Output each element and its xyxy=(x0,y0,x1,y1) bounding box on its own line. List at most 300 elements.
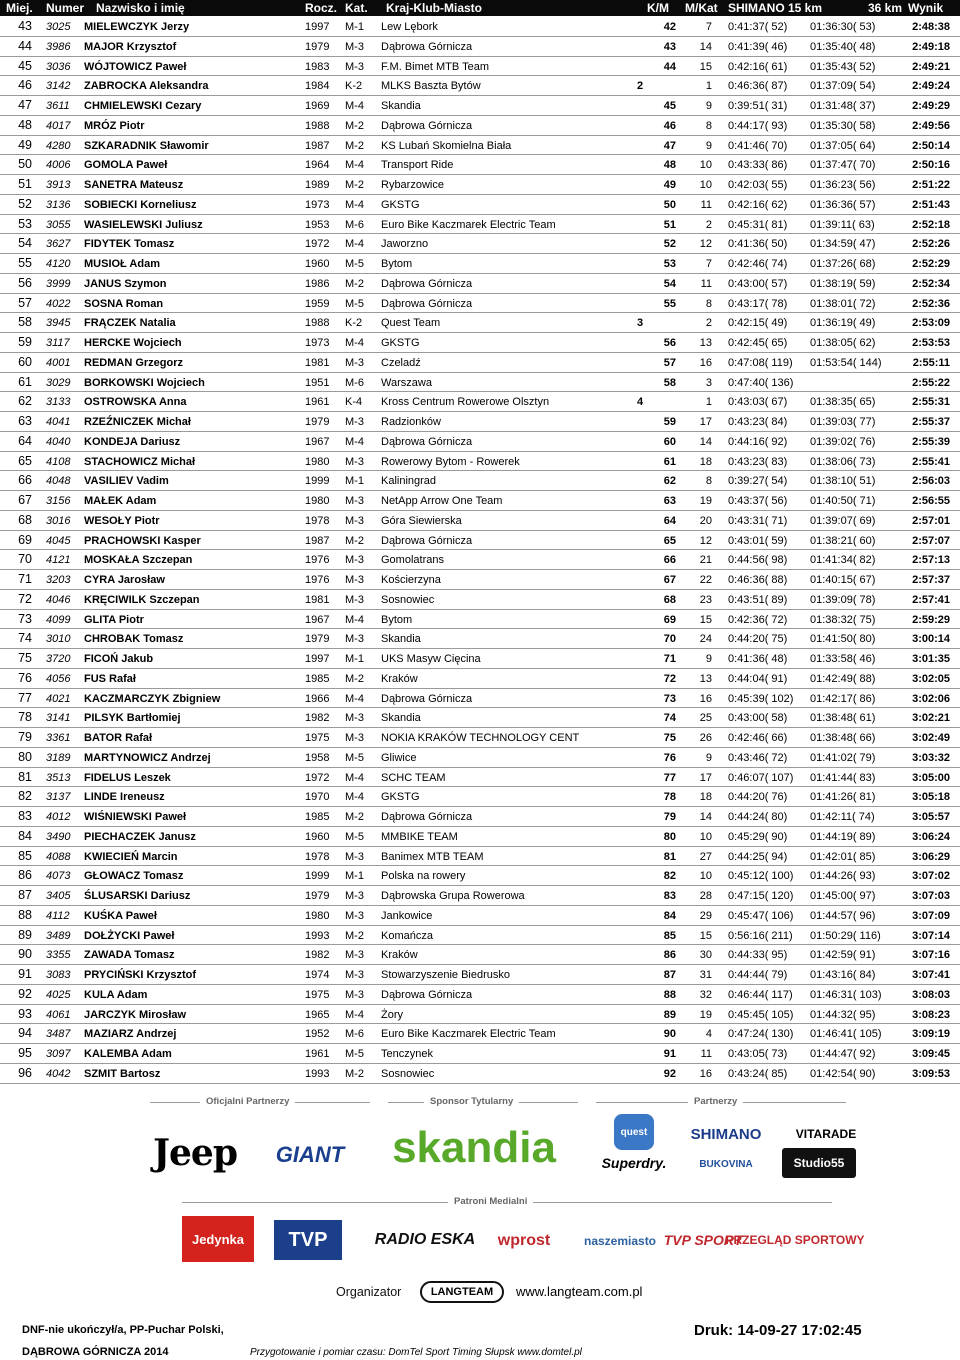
row-split-36km: 01:42:01( 85) xyxy=(810,850,876,863)
row-club: Lew Lębork xyxy=(381,21,438,33)
row-mf-place: 90 xyxy=(663,1028,676,1041)
row-split-36km: 01:42:17( 86) xyxy=(810,692,876,705)
row-year: 1958 xyxy=(305,751,330,764)
results-table-header xyxy=(0,0,960,16)
row-result: 3:01:35 xyxy=(912,653,950,665)
row-name: DOŁŻYCKI Paweł xyxy=(84,929,175,942)
row-year: 1965 xyxy=(305,1008,330,1021)
table-row xyxy=(0,1064,960,1084)
row-category: M-3 xyxy=(345,514,364,527)
row-split-36km: 01:38:48( 66) xyxy=(810,732,876,744)
row-year: 1961 xyxy=(305,396,330,409)
row-name: MRÓZ Piotr xyxy=(84,119,145,132)
row-place: 71 xyxy=(18,572,32,586)
row-club: Banimex MTB TEAM xyxy=(381,850,484,863)
media-patrons-label: Patroni Medialni xyxy=(448,1196,533,1207)
row-category: M-2 xyxy=(345,929,364,942)
row-split-15km: 0:45:29( 90) xyxy=(728,830,788,843)
row-year: 1961 xyxy=(305,1048,330,1060)
row-name: PIECHACZEK Janusz xyxy=(84,830,196,843)
row-club: Dąbrowa Górnicza xyxy=(381,277,473,290)
row-split-15km: 0:43:37( 56) xyxy=(728,495,788,507)
row-split-15km: 0:43:01( 59) xyxy=(728,534,788,547)
row-result: 3:08:23 xyxy=(912,1008,950,1021)
shimano-logo: SHIMANO xyxy=(690,1125,762,1143)
row-number: 3141 xyxy=(46,712,71,725)
row-place: 94 xyxy=(18,1026,32,1041)
table-row xyxy=(0,748,960,768)
row-year: 1960 xyxy=(305,830,330,843)
row-year: 1989 xyxy=(305,179,330,191)
row-category-place: 27 xyxy=(699,850,712,863)
row-year: 1997 xyxy=(305,653,330,665)
row-number: 4120 xyxy=(46,258,71,270)
row-number: 3945 xyxy=(46,317,71,330)
row-number: 4006 xyxy=(46,159,71,172)
row-club: Żory xyxy=(381,1008,403,1021)
row-name: KONDEJA Dariusz xyxy=(84,435,181,448)
row-club: Skandia xyxy=(381,712,421,725)
row-result: 2:57:13 xyxy=(912,554,950,567)
row-split-15km: 0:47:40( 136) xyxy=(728,376,794,389)
row-split-15km: 0:42:46( 74) xyxy=(728,258,788,270)
row-number: 3999 xyxy=(46,277,71,290)
row-club: Dąbrowska Grupa Rowerowa xyxy=(381,890,525,902)
row-mf-place: 45 xyxy=(663,100,676,112)
jeep-logo: Jeep xyxy=(152,1132,237,1174)
row-result: 2:55:37 xyxy=(912,416,950,428)
row-year: 1985 xyxy=(305,811,330,823)
row-split-36km: 01:37:05( 64) xyxy=(810,139,876,152)
row-year: 1975 xyxy=(305,988,330,1001)
results-table-body xyxy=(0,17,960,1084)
row-mf-place: 68 xyxy=(663,593,676,606)
row-category: M-3 xyxy=(345,909,364,922)
row-split-15km: 0:42:36( 72) xyxy=(728,613,788,626)
superdry-logo: Superdry. xyxy=(601,1155,667,1171)
row-category-place: 26 xyxy=(699,732,712,744)
row-number: 3156 xyxy=(46,495,71,507)
row-number: 3142 xyxy=(46,80,71,93)
row-category: M-2 xyxy=(345,179,364,191)
row-place: 83 xyxy=(18,809,32,823)
row-club: Kościerzyna xyxy=(381,574,441,586)
row-year: 1986 xyxy=(305,277,330,290)
row-split-15km: 0:43:03( 67) xyxy=(728,396,788,409)
row-category: K-4 xyxy=(345,396,363,409)
row-split-15km: 0:47:15( 120) xyxy=(728,890,794,902)
row-mf-place: 89 xyxy=(663,1008,676,1021)
row-club: NetApp Arrow One Team xyxy=(381,495,503,507)
row-result: 2:55:39 xyxy=(912,435,950,448)
row-category-place: 9 xyxy=(705,100,712,112)
row-place: 90 xyxy=(18,947,32,962)
row-number: 3611 xyxy=(46,100,70,112)
row-name: SZMIT Bartosz xyxy=(84,1067,161,1080)
row-split-36km: 01:34:59( 47) xyxy=(810,238,876,251)
row-category: M-3 xyxy=(345,574,364,586)
row-club: GKSTG xyxy=(381,198,420,211)
row-number: 3405 xyxy=(46,890,71,902)
row-year: 1976 xyxy=(305,574,330,586)
row-name: REDMAN Grzegorz xyxy=(84,356,184,369)
row-category: M-3 xyxy=(345,60,364,73)
row-result: 2:59:29 xyxy=(912,613,950,626)
row-number: 3189 xyxy=(46,751,71,764)
table-row xyxy=(0,333,960,353)
row-place: 85 xyxy=(18,848,32,863)
table-row xyxy=(0,274,960,294)
row-category-place: 31 xyxy=(699,969,712,981)
row-split-15km: 0:39:51( 31) xyxy=(728,100,788,112)
row-result: 3:07:16 xyxy=(912,949,950,962)
row-club: Quest Team xyxy=(381,317,441,330)
row-number: 3010 xyxy=(46,633,71,646)
row-split-36km: 01:39:09( 78) xyxy=(810,593,876,606)
row-name: KUŚKA Paweł xyxy=(84,909,157,922)
row-mf-place: 83 xyxy=(663,890,676,902)
row-split-36km: 01:33:58( 46) xyxy=(810,653,876,665)
header-split2: 36 km xyxy=(868,1,903,15)
row-year: 1972 xyxy=(305,771,330,784)
row-place: 49 xyxy=(18,137,32,152)
row-category: M-3 xyxy=(345,949,364,962)
row-mf-place: 73 xyxy=(663,692,676,705)
row-year: 1980 xyxy=(305,909,330,922)
row-result: 3:02:06 xyxy=(912,692,950,705)
row-place: 76 xyxy=(18,670,32,685)
row-split-36km: 01:37:26( 68) xyxy=(810,258,876,270)
row-year: 1972 xyxy=(305,238,330,251)
row-split-36km: 01:31:48( 37) xyxy=(810,100,876,112)
row-club: Dąbrowa Górnicza xyxy=(381,988,473,1001)
row-split-36km: 01:35:30( 58) xyxy=(810,119,876,132)
table-row xyxy=(0,37,960,57)
row-split-15km: 0:43:17( 78) xyxy=(728,297,788,310)
header-number: Numer xyxy=(46,1,85,15)
row-split-36km: 01:42:11( 74) xyxy=(810,811,875,823)
row-result: 3:03:32 xyxy=(912,751,950,764)
row-number: 3029 xyxy=(46,376,71,389)
row-category-place: 16 xyxy=(699,1067,712,1080)
row-category-place: 25 xyxy=(699,712,712,725)
table-row xyxy=(0,353,960,373)
event-place: DĄBROWA GÓRNICZA 2014 xyxy=(22,1346,169,1358)
print-timestamp: Druk: 14-09-27 17:02:45 xyxy=(694,1322,862,1339)
row-name: GOMOLA Paweł xyxy=(84,159,168,172)
row-mf-place: 82 xyxy=(663,870,676,883)
row-result: 2:55:31 xyxy=(912,396,950,409)
row-split-36km: 01:42:59( 91) xyxy=(810,949,876,962)
row-split-15km: 0:45:12( 100) xyxy=(728,870,794,883)
row-club: Euro Bike Kaczmarek Electric Team xyxy=(381,1028,556,1041)
row-split-36km: 01:44:57( 96) xyxy=(810,909,876,922)
row-place: 75 xyxy=(18,651,32,665)
row-club: Radzionków xyxy=(381,416,441,428)
row-category-place: 18 xyxy=(699,791,712,804)
row-year: 1979 xyxy=(305,40,330,53)
dnf-note: DNF-nie ukończył/a, PP-Puchar Polski, xyxy=(22,1324,224,1336)
row-number: 4280 xyxy=(46,139,71,152)
row-result: 2:51:43 xyxy=(912,198,950,211)
row-split-36km: 01:40:15( 67) xyxy=(810,574,876,586)
row-result: 2:57:37 xyxy=(912,574,950,586)
row-result: 3:09:19 xyxy=(912,1028,950,1041)
row-category: M-2 xyxy=(345,534,364,547)
row-result: 2:57:41 xyxy=(912,593,950,606)
table-row xyxy=(0,511,960,531)
row-category: M-1 xyxy=(345,21,364,33)
row-number: 3133 xyxy=(46,396,71,409)
row-number: 3913 xyxy=(46,179,71,191)
row-category-place: 28 xyxy=(699,890,712,902)
row-category-place: 1 xyxy=(705,396,712,409)
row-category: M-3 xyxy=(345,890,364,902)
row-year: 1978 xyxy=(305,514,330,527)
row-split-36km: 01:41:50( 80) xyxy=(810,633,876,646)
row-category-place: 22 xyxy=(699,574,712,586)
row-category-place: 11 xyxy=(700,277,712,290)
row-result: 2:52:29 xyxy=(912,258,950,270)
row-result: 2:52:34 xyxy=(912,277,950,290)
row-club: Warszawa xyxy=(381,376,432,389)
row-category-place: 8 xyxy=(705,119,712,132)
row-result: 3:07:09 xyxy=(912,909,950,922)
row-place: 64 xyxy=(18,433,32,448)
row-number: 4001 xyxy=(46,356,71,369)
row-result: 2:55:22 xyxy=(912,376,950,389)
row-club: Bytom xyxy=(381,258,413,270)
row-name: HERCKE Wojciech xyxy=(84,337,182,349)
row-split-15km: 0:46:07( 107) xyxy=(728,771,794,784)
row-year: 1979 xyxy=(305,633,330,646)
row-club: SCHC TEAM xyxy=(381,771,446,784)
row-year: 1982 xyxy=(305,949,330,962)
row-year: 1951 xyxy=(305,376,330,389)
row-place: 45 xyxy=(18,58,32,73)
row-name: CYRA Jarosław xyxy=(84,574,165,586)
row-name: ŚLUSARSKI Dariusz xyxy=(84,890,191,902)
row-category-place: 32 xyxy=(699,988,712,1001)
row-number: 4112 xyxy=(46,909,70,922)
row-category: M-3 xyxy=(345,40,364,53)
row-year: 1982 xyxy=(305,712,330,725)
row-mf-place: 46 xyxy=(663,119,676,132)
row-year: 1980 xyxy=(305,495,330,507)
row-split-15km: 0:44:24( 80) xyxy=(728,811,788,823)
row-split-36km: 01:38:05( 62) xyxy=(810,337,876,349)
row-result: 2:49:56 xyxy=(912,119,950,132)
row-split-36km: 01:38:19( 59) xyxy=(810,277,876,290)
row-place: 89 xyxy=(18,927,32,942)
row-name: MAJOR Krzysztof xyxy=(84,40,177,53)
row-result: 2:56:03 xyxy=(912,475,950,488)
row-number: 3487 xyxy=(46,1028,71,1041)
row-mf-place: 75 xyxy=(663,732,676,744)
row-category: M-2 xyxy=(345,811,364,823)
row-split-15km: 0:42:45( 65) xyxy=(728,337,788,349)
table-row xyxy=(0,906,960,926)
table-row xyxy=(0,945,960,965)
row-place: 88 xyxy=(18,907,32,922)
row-place: 81 xyxy=(18,769,32,784)
row-category: M-1 xyxy=(345,475,364,488)
quest-logo: quest xyxy=(614,1114,654,1150)
row-split-15km: 0:44:17( 93) xyxy=(728,119,788,132)
row-category-place: 17 xyxy=(699,771,712,784)
langteam-logo: LANGTEAM xyxy=(420,1281,504,1303)
row-category: M-5 xyxy=(345,751,364,764)
header-kat-mf: K/M xyxy=(647,1,669,15)
row-category-place: 15 xyxy=(699,929,712,942)
row-category: M-4 xyxy=(345,771,364,784)
row-club: Gliwice xyxy=(381,751,417,764)
row-split-15km: 0:45:45( 105) xyxy=(728,1008,794,1021)
row-split-15km: 0:43:46( 72) xyxy=(728,751,788,764)
row-name: WIŚNIEWSKI Paweł xyxy=(84,811,187,823)
row-split-15km: 0:41:37( 52) xyxy=(728,21,788,33)
row-name: GŁOWACZ Tomasz xyxy=(84,870,184,883)
row-year: 1988 xyxy=(305,119,330,132)
row-name: OSTROWSKA Anna xyxy=(84,396,187,409)
row-category: M-1 xyxy=(345,870,364,883)
row-club: Dąbrowa Górnicza xyxy=(381,692,473,705)
row-name: LINDE Ireneusz xyxy=(84,791,165,804)
row-number: 4041 xyxy=(46,416,71,428)
table-row xyxy=(0,1005,960,1025)
row-year: 1967 xyxy=(305,435,330,448)
row-category: M-6 xyxy=(345,376,364,389)
row-category-place: 17 xyxy=(699,416,712,428)
row-mf-place: 92 xyxy=(663,1067,676,1080)
row-place: 95 xyxy=(18,1046,32,1060)
table-row xyxy=(0,195,960,215)
row-mf-place: 88 xyxy=(663,988,676,1001)
row-place: 67 xyxy=(18,493,32,507)
title-sponsor-label: Sponsor Tytularny xyxy=(424,1096,519,1107)
row-split-15km: 0:43:24( 85) xyxy=(728,1067,788,1080)
row-number: 3137 xyxy=(46,791,71,804)
row-club: MMBIKE TEAM xyxy=(381,830,458,843)
row-mf-place: 58 xyxy=(663,376,676,389)
row-name: MAZIARZ Andrzej xyxy=(84,1028,177,1041)
row-split-36km: 01:38:06( 73) xyxy=(810,455,876,468)
row-category-place: 15 xyxy=(699,60,712,73)
row-year: 1983 xyxy=(305,60,330,73)
row-name: FIDELUS Leszek xyxy=(84,771,171,784)
table-row xyxy=(0,373,960,393)
row-year: 1984 xyxy=(305,80,330,93)
header-category: Kat. xyxy=(345,1,368,15)
row-category-place: 9 xyxy=(705,139,712,152)
row-mf-place: 44 xyxy=(663,60,676,73)
row-name: GLITA Piotr xyxy=(84,613,144,626)
row-year: 1964 xyxy=(305,159,330,172)
row-split-36km: 01:44:26( 93) xyxy=(810,870,876,883)
row-category: M-3 xyxy=(345,554,364,567)
row-category: M-6 xyxy=(345,218,364,231)
row-place: 51 xyxy=(18,177,32,191)
row-number: 4099 xyxy=(46,613,71,626)
organizer-label: Organizator xyxy=(336,1285,402,1299)
timing-credit: Przygotowanie i pomiar czasu: DomTel Sport Timing Słupsk www.domtel.pl xyxy=(250,1347,582,1358)
row-category: M-5 xyxy=(345,258,364,270)
row-year: 1967 xyxy=(305,613,330,626)
row-category-place: 14 xyxy=(699,811,712,823)
official-partners-band xyxy=(150,1096,370,1114)
row-split-15km: 0:45:47( 106) xyxy=(728,909,794,922)
row-result: 2:52:18 xyxy=(912,218,950,231)
row-result: 2:50:16 xyxy=(912,159,950,172)
row-category-place: 7 xyxy=(705,21,712,33)
row-split-36km: 01:36:30( 53) xyxy=(810,21,876,33)
row-split-36km: 01:40:50( 71) xyxy=(810,495,876,507)
vitarade-logo: VITARADE xyxy=(795,1127,857,1141)
row-category: M-6 xyxy=(345,1028,364,1041)
row-result: 3:02:21 xyxy=(912,712,950,725)
row-category-place: 9 xyxy=(705,653,712,665)
skandia-logo: skandia xyxy=(392,1123,556,1172)
row-name: KALEMBA Adam xyxy=(84,1048,172,1060)
row-result: 2:55:11 xyxy=(912,356,950,369)
row-club: Kraków xyxy=(381,949,418,962)
table-row xyxy=(0,1024,960,1044)
row-year: 1969 xyxy=(305,100,330,112)
row-split-15km: 0:44:44( 79) xyxy=(728,969,788,981)
row-mf-place: 60 xyxy=(663,435,676,448)
row-year: 1993 xyxy=(305,929,330,942)
row-place: 92 xyxy=(18,986,32,1001)
row-split-36km: 01:45:00( 97) xyxy=(810,890,876,902)
partners-band xyxy=(596,1096,846,1114)
row-number: 3036 xyxy=(46,60,71,73)
row-split-15km: 0:44:16( 92) xyxy=(728,435,788,448)
table-row xyxy=(0,807,960,827)
row-result: 2:55:41 xyxy=(912,455,950,468)
row-year: 1960 xyxy=(305,258,330,270)
row-mf-place: 62 xyxy=(663,475,676,488)
row-place: 55 xyxy=(18,256,32,270)
row-club: Komańcza xyxy=(381,929,433,942)
row-mf-place: 55 xyxy=(663,297,676,310)
tvp-logo: TVP xyxy=(274,1220,342,1260)
row-name: PILSYK Bartłomiej xyxy=(84,712,181,725)
row-result: 2:56:55 xyxy=(912,495,950,507)
row-category-place: 13 xyxy=(699,672,712,685)
row-name: MARTYNOWICZ Andrzej xyxy=(84,751,211,764)
table-row xyxy=(0,610,960,630)
row-mf-place: 51 xyxy=(663,218,676,231)
row-club: NOKIA KRAKÓW TECHNOLOGY CENT xyxy=(381,732,580,744)
row-result: 3:09:45 xyxy=(912,1048,950,1060)
row-year: 1952 xyxy=(305,1028,330,1041)
row-name: FICOŃ Jakub xyxy=(84,653,154,665)
row-number: 3025 xyxy=(46,21,71,33)
row-number: 4046 xyxy=(46,593,71,606)
row-place: 68 xyxy=(18,512,32,527)
row-number: 3136 xyxy=(46,198,71,211)
row-number: 3490 xyxy=(46,830,71,843)
row-mf-place: 59 xyxy=(663,416,676,428)
row-split-15km: 0:41:39( 46) xyxy=(728,40,788,53)
row-club: KS Lubań Skomielna Biała xyxy=(381,139,512,152)
row-category-place: 16 xyxy=(699,692,712,705)
header-year: Rocz. xyxy=(305,1,338,15)
row-number: 3083 xyxy=(46,969,71,981)
row-place: 93 xyxy=(18,1006,32,1021)
row-mf-place: 70 xyxy=(663,633,676,646)
row-category-place: 8 xyxy=(705,475,712,488)
